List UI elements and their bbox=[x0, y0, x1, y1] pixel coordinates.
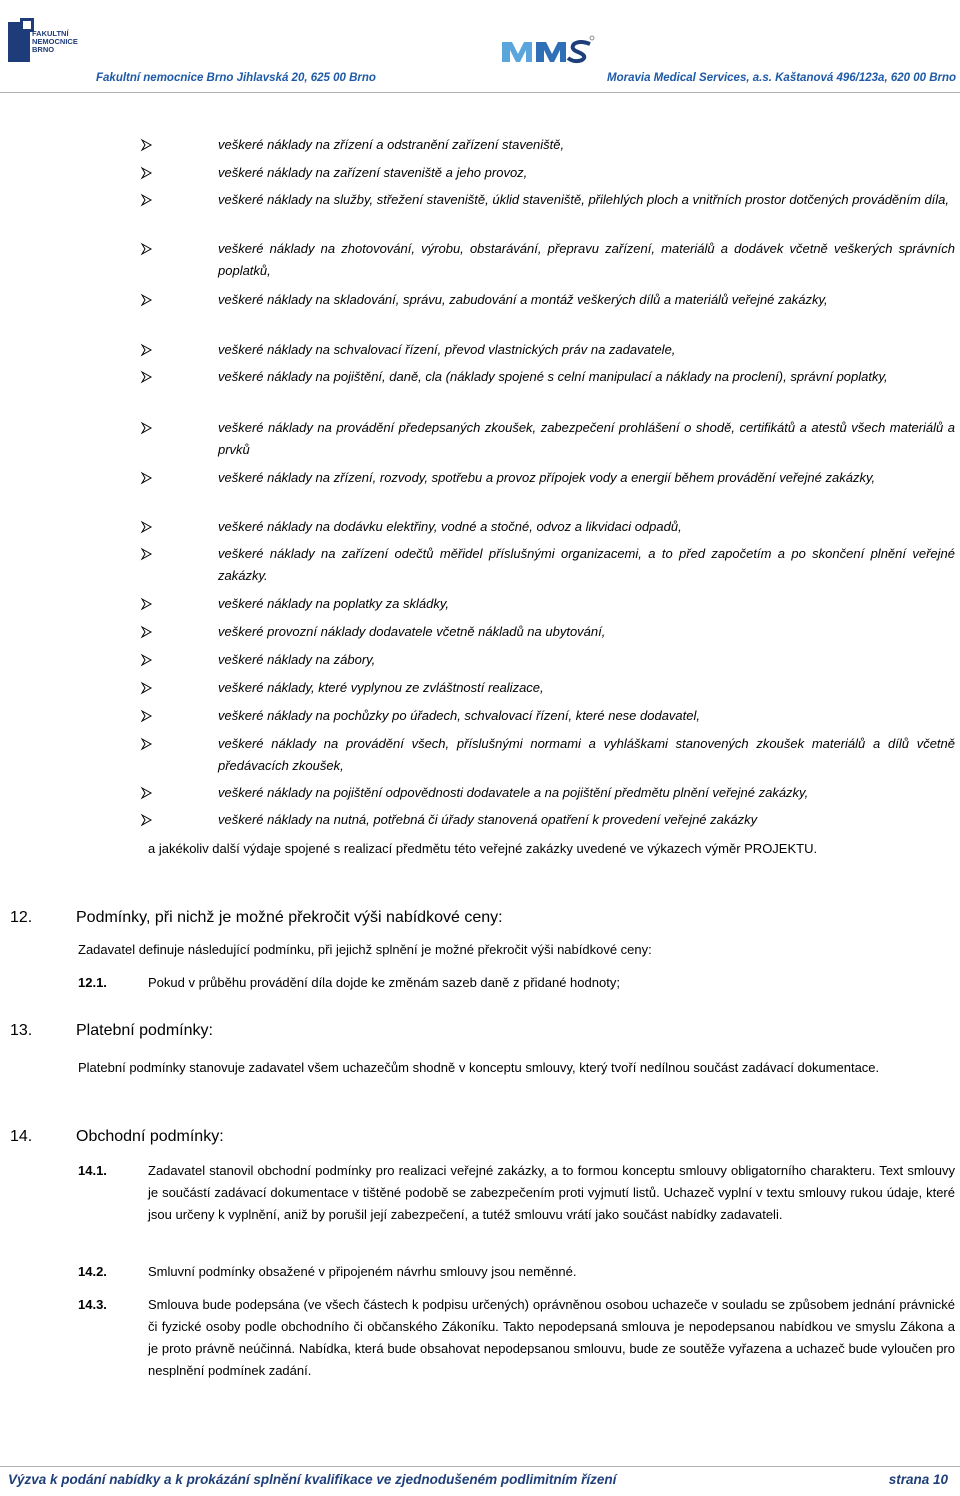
list-item-text: veškeré náklady na pochůzky po úřadech, schvalovací řízení, které nese dodavatel, bbox=[218, 708, 701, 723]
list-item-text: veškeré náklady na nutná, potřebná či úřady stanovená opatření k provedení veřejné zakázky bbox=[218, 812, 758, 827]
list-item bbox=[140, 733, 955, 777]
arrow-bullet-icon bbox=[140, 593, 154, 615]
arrow-bullet-icon bbox=[140, 417, 154, 439]
arrow-bullet-icon bbox=[140, 134, 154, 156]
subsection-number: 14.2. bbox=[78, 1264, 107, 1279]
subsection-text: Smlouva bude podepsána (ve všech částech k podpisu určených) oprávněnou osobou uchazeče v souladu se způsobem jednání právnické či fyzické osoby podle obchodního či občanského Zákoníku. Takto nepodepsaná smlouva je nepodepsanou nabídkou ve smyslu Zákona a je proto právně neúčinná. Nabídka, která bude obsahovat nepodepsanou smlouvu, bude ze soutěže vyřazena a uchazeč bude vyloučen pro nesplnění podmínek zadání. bbox=[148, 1297, 955, 1378]
list-item-text: veškeré náklady na pojištění odpovědnosti dodavatele a na pojištění předmětu plnění veřejné zakázky, bbox=[218, 785, 809, 800]
subsection-number: 12.1. bbox=[78, 975, 107, 990]
list-item-text: veškeré provozní náklady dodavatele včetně nákladů na ubytování, bbox=[218, 624, 606, 639]
header-address-right: Moravia Medical Services, a.s. Kaštanová 496/123a, 620 00 Brno bbox=[607, 72, 957, 84]
footer-title: Výzva k podání nabídky a k prokázání splnění kvalifikace ve zjednodušeném podlimitním řízení bbox=[8, 1472, 617, 1487]
section-heading-12 bbox=[10, 908, 503, 928]
list-item bbox=[140, 782, 955, 804]
list-item bbox=[140, 289, 955, 311]
section-title: Podmínky, při nichž je možné překročit výši nabídkové ceny: bbox=[76, 909, 503, 926]
list-item-text: veškeré náklady na zařízení staveniště a jeho provoz, bbox=[218, 165, 528, 180]
list-item-text: veškeré náklady na zařízení odečtů měřidel příslušnými organizacemi, a to před započetím a po skončení plnění veřejné zakázky. bbox=[218, 546, 955, 583]
list-item-text: veškeré náklady na zhotovování, výrobu, obstarávání, přepravu zařízení, materiálů a dodávek včetně veškerých správních poplatků, bbox=[218, 241, 955, 278]
arrow-bullet-icon bbox=[140, 238, 154, 260]
footer-divider bbox=[0, 1466, 960, 1467]
list-item bbox=[140, 467, 955, 489]
list-item-text: veškeré náklady na dodávku elektřiny, vodné a stočné, odvoz a likvidaci odpadů, bbox=[218, 519, 682, 534]
closing-paragraph: a jakékoliv další výdaje spojené s realizací předmětu této veřejné zakázky uvedené ve výkazech výměr PROJEKTU. bbox=[148, 841, 818, 856]
list-item-text: veškeré náklady na služby, střežení staveniště, úklid staveniště, přilehlých ploch a vnitřních prostor dotčených prováděním díla, bbox=[218, 192, 950, 207]
list-item bbox=[140, 809, 955, 831]
section-heading-13 bbox=[10, 1021, 213, 1041]
list-item bbox=[140, 366, 955, 388]
list-item bbox=[140, 339, 955, 361]
list-item-text: veškeré náklady na zřízení, rozvody, spotřebu a provoz přípojek vody a energií během provádění veřejné zakázky, bbox=[218, 470, 876, 485]
arrow-bullet-icon bbox=[140, 733, 154, 755]
section-heading-14 bbox=[10, 1127, 224, 1147]
list-item-text: veškeré náklady na poplatky za skládky, bbox=[218, 596, 449, 611]
arrow-bullet-icon bbox=[140, 289, 154, 311]
list-item bbox=[140, 417, 955, 461]
subsection-number: 14.1. bbox=[78, 1163, 107, 1178]
subsection-14-2 bbox=[78, 1261, 955, 1283]
list-item-text: veškeré náklady, které vyplynou ze zvláštností realizace, bbox=[218, 680, 544, 695]
subsection-14-3 bbox=[78, 1294, 955, 1382]
hospital-logo: FAKULTNÍ NEMOCNICE BRNO bbox=[8, 18, 96, 68]
list-item-text: veškeré náklady na zábory, bbox=[218, 652, 376, 667]
section-number: 13. bbox=[10, 1022, 33, 1039]
list-item bbox=[140, 516, 955, 538]
section-13-text: Platební podmínky stanovuje zadavatel všem uchazečům shodně v konceptu smlouvy, který tvoří nedílnou součást zadávací dokumentace. bbox=[78, 1060, 880, 1075]
arrow-bullet-icon bbox=[140, 677, 154, 699]
arrow-bullet-icon bbox=[140, 516, 154, 538]
arrow-bullet-icon bbox=[140, 809, 154, 831]
section-title: Obchodní podmínky: bbox=[76, 1128, 224, 1145]
list-item bbox=[140, 162, 955, 184]
arrow-bullet-icon bbox=[140, 366, 154, 388]
list-item-text: veškeré náklady na schvalovací řízení, převod vlastnických práv na zadavatele, bbox=[218, 342, 676, 357]
section-title: Platební podmínky: bbox=[76, 1022, 213, 1039]
list-item bbox=[140, 543, 955, 587]
arrow-bullet-icon bbox=[140, 649, 154, 671]
arrow-bullet-icon bbox=[140, 782, 154, 804]
subsection-text: Zadavatel stanovil obchodní podmínky pro realizaci veřejné zakázky, a to formou konceptu smlouvy obligatorního charakteru. Text smlouvy je součástí zadávací dokumentace v tištěné podobě se zabezpečením proti vyjmutí listů. Uchazeč vyplní v textu smlouvy rukou údaje, které jsou určeny k vyplnění, aniž by porušil její zabezpečení, a tutéž smlouvu vrátí jako součást nabídky zadavateli. bbox=[148, 1163, 955, 1222]
list-item bbox=[140, 677, 955, 699]
subsection-text: Pokud v průběhu provádění díla dojde ke změnám sazeb daně z přidané hodnoty; bbox=[148, 975, 620, 990]
subsection-12-1 bbox=[78, 972, 955, 994]
list-item-text: veškeré náklady na provádění všech, příslušnými normami a vyhláškami stanovených zkoušek materiálů a dílů včetně předávacích zkoušek, bbox=[218, 736, 955, 773]
list-item bbox=[140, 621, 955, 643]
arrow-bullet-icon bbox=[140, 705, 154, 727]
page-number: strana 10 bbox=[888, 1472, 948, 1487]
list-item bbox=[140, 134, 955, 156]
section-number: 14. bbox=[10, 1128, 33, 1145]
list-item-text: veškeré náklady na provádění předepsaných zkoušek, zabezpečení prohlášení o shodě, certifikátů a atestů všech materiálů a prvků bbox=[218, 420, 955, 457]
subsection-text: Smluvní podmínky obsažené v připojeném návrhu smlouvy jsou neměnné. bbox=[148, 1264, 577, 1279]
arrow-bullet-icon bbox=[140, 162, 154, 184]
list-item bbox=[140, 649, 955, 671]
subsection-14-1 bbox=[78, 1160, 955, 1226]
header-divider bbox=[0, 92, 960, 93]
arrow-bullet-icon bbox=[140, 543, 154, 565]
subsection-number: 14.3. bbox=[78, 1297, 107, 1312]
list-item-text: veškeré náklady na zřízení a odstranění zařízení staveniště, bbox=[218, 137, 565, 152]
arrow-bullet-icon bbox=[140, 189, 154, 211]
page-header bbox=[0, 0, 960, 100]
header-address-left: Fakultní nemocnice Brno Jihlavská 20, 625 00 Brno bbox=[96, 72, 376, 84]
section-number: 12. bbox=[10, 909, 33, 926]
mms-logo bbox=[498, 32, 598, 66]
list-item bbox=[140, 189, 955, 211]
arrow-bullet-icon bbox=[140, 339, 154, 361]
arrow-bullet-icon bbox=[140, 467, 154, 489]
list-item bbox=[140, 238, 955, 282]
list-item-text: veškeré náklady na skladování, správu, zabudování a montáž veškerých dílů a materiálů veřejné zakázky, bbox=[218, 292, 828, 307]
section-12-intro: Zadavatel definuje následující podmínku, při jejichž splnění je možné překročit výši nabídkové ceny: bbox=[78, 942, 652, 957]
list-item bbox=[140, 705, 955, 727]
list-item bbox=[140, 593, 955, 615]
list-item-text: veškeré náklady na pojištění, daně, cla (náklady spojené s celní manipulací a náklady na proclení), správní poplatky, bbox=[218, 369, 888, 384]
arrow-bullet-icon bbox=[140, 621, 154, 643]
